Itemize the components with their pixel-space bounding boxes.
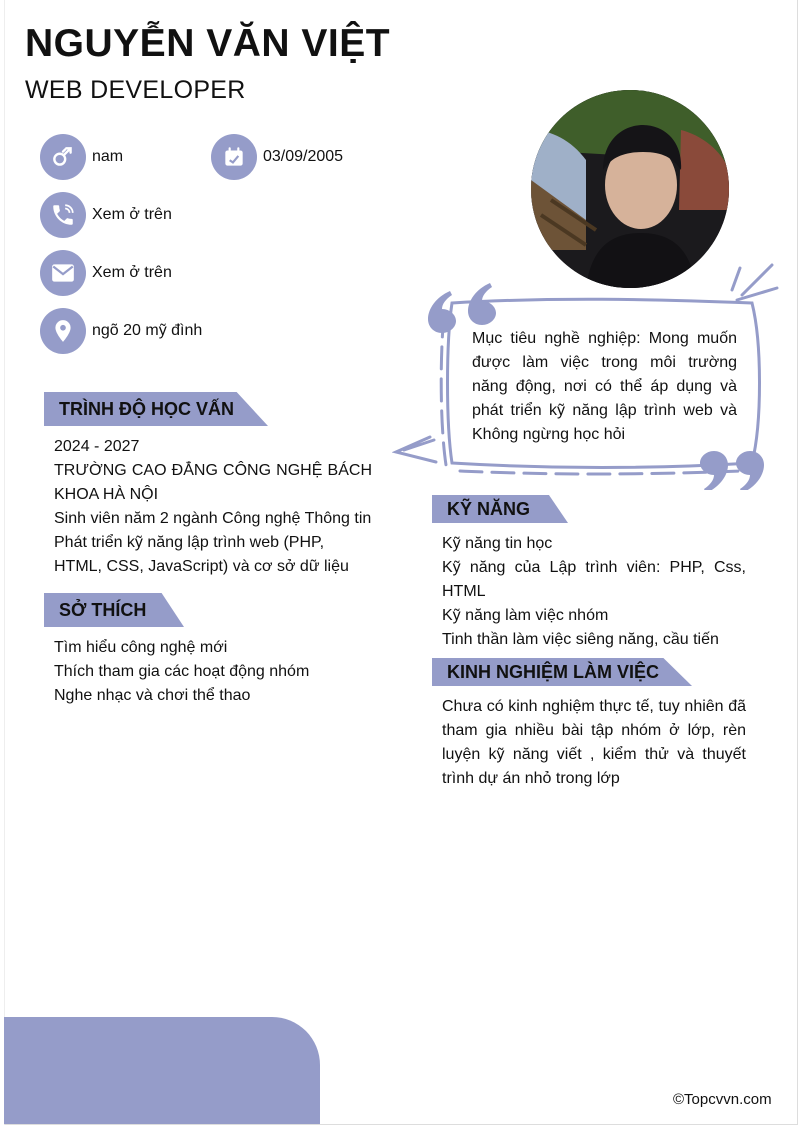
skill-item: Tinh thần làm việc siêng năng, cầu tiến <box>442 631 719 648</box>
hobby-item: Tìm hiểu công nghệ mới <box>54 639 228 656</box>
gender-icon <box>40 134 86 180</box>
birthday-value: 03/09/2005 <box>263 148 344 165</box>
hobby-item: Nghe nhạc và chơi thể thao <box>54 687 251 704</box>
birthday-info <box>211 134 343 180</box>
gender-info <box>40 134 123 180</box>
email-info <box>40 250 172 296</box>
address-value: ngõ 20 mỹ đình <box>92 322 203 339</box>
education-line1: Sinh viên năm 2 ngành Công nghệ Thông tin <box>54 510 372 527</box>
phone-icon <box>40 192 86 238</box>
hobbies-title: SỞ THÍCH <box>59 599 147 620</box>
experience-header <box>432 658 692 686</box>
skills-list <box>442 532 746 652</box>
skills-title: KỸ NĂNG <box>447 498 531 519</box>
mail-icon <box>40 250 86 296</box>
hobbies-list <box>54 636 374 708</box>
education-content <box>54 435 372 579</box>
skill-item: Kỹ năng tin học <box>442 535 553 552</box>
copyright-text: ©Topcvvn.com <box>673 1091 772 1108</box>
phone-value: Xem ở trên <box>92 206 172 223</box>
career-objective: Mục tiêu nghề nghiệp: Mong muốn được làm việc trong môi trường năng động, nơi có thể áp dụng và phát triển kỹ năng lập trình web và Không ngừng học hỏi <box>472 330 737 443</box>
gender-value: nam <box>92 148 124 165</box>
candidate-name: NGUYỄN VĂN VIỆT <box>25 22 391 65</box>
location-pin-icon <box>40 308 86 354</box>
footer-shape <box>4 1017 320 1124</box>
hobby-item: Thích tham gia các hoạt động nhóm <box>54 663 310 680</box>
skill-item: Kỹ năng làm việc nhóm <box>442 607 609 624</box>
skill-item: Kỹ năng của Lập trình viên: PHP, Css, HTML <box>442 559 746 600</box>
calendar-icon <box>211 134 257 180</box>
skills-header <box>432 495 568 523</box>
education-title: TRÌNH ĐỘ HỌC VẤN <box>59 398 234 419</box>
address-info <box>40 308 202 354</box>
experience-content <box>442 695 746 791</box>
education-header <box>44 392 268 426</box>
education-line2: Phát triển kỹ năng lập trình web (PHP, HTML, CSS, JavaScript) và cơ sở dữ liệu <box>54 534 349 575</box>
phone-info <box>40 192 172 238</box>
experience-title: KINH NGHIỆM LÀM VIỆC <box>447 661 660 682</box>
education-school: TRƯỜNG CAO ĐẲNG CÔNG NGHỆ BÁCH KHOA HÀ NỘI <box>54 462 372 503</box>
email-value: Xem ở trên <box>92 264 172 281</box>
experience-text: Chưa có kinh nghiệm thực tế, tuy nhiên đã tham gia nhiều bài tập nhóm ở lớp, rèn luyện kỹ năng viết , kiểm thử và thuyết trình dự án nhỏ trong lớp <box>442 698 746 787</box>
education-period: 2024 - 2027 <box>54 438 140 455</box>
candidate-role: WEB DEVELOPER <box>25 76 246 104</box>
hobbies-header <box>44 593 184 627</box>
